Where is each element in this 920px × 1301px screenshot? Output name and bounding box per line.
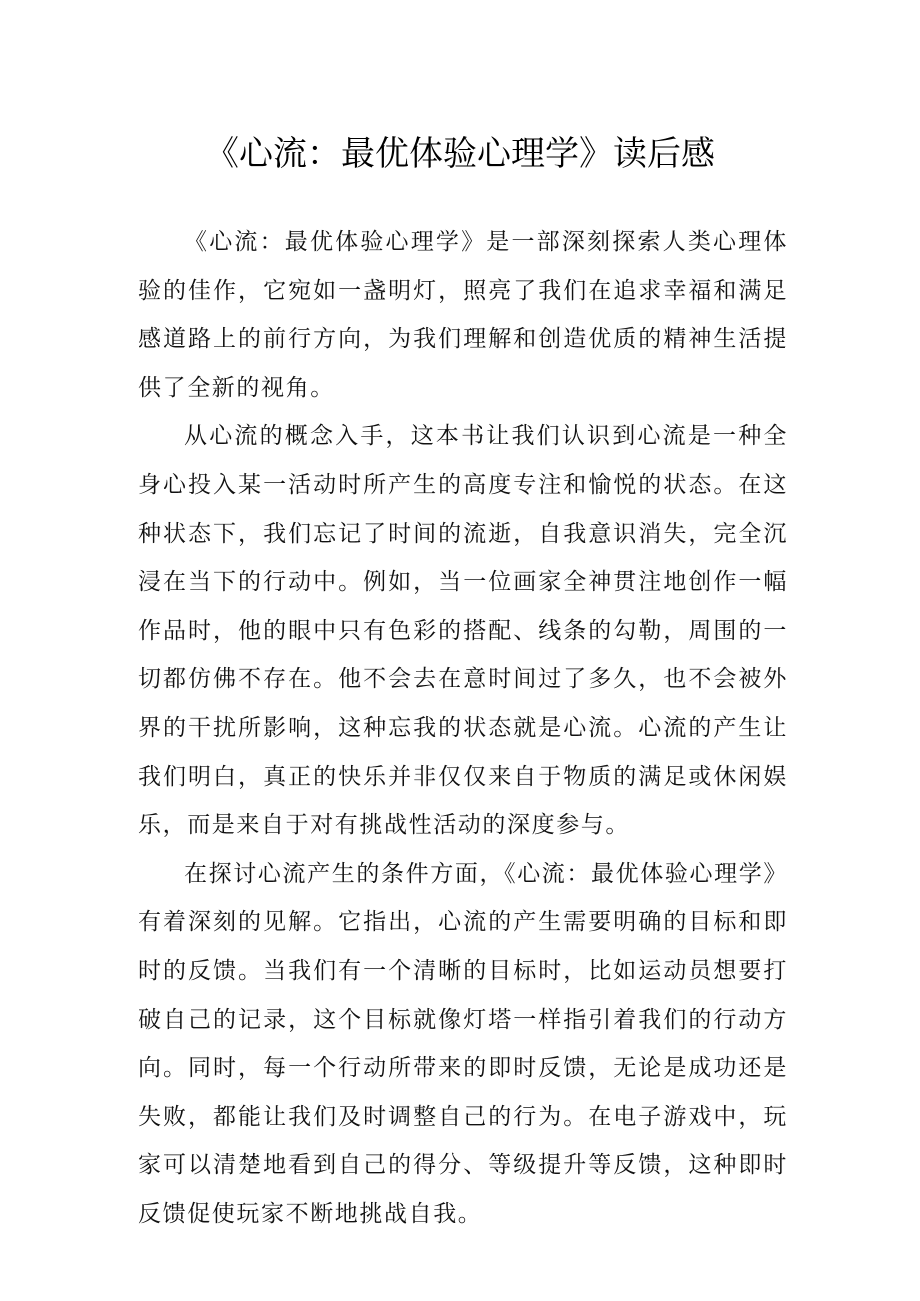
document-title: 《心流：最优体验心理学》读后感 bbox=[205, 134, 715, 174]
paragraph-flow-conditions: 在探讨心流产生的条件方面，《心流：最优体验心理学》有着深刻的见解。它指出，心流的产生需要明确的目标和即时的反馈。当我们有一个清晰的目标时，比如运动员想要打破自己的记录，这个目标就像灯塔一样指引着我们的行动方向。同时，每一个行动所带来的即时反馈，无论是成功还是失败，都能让我们及时调整自己的行为。在电子游戏中，玩家可以清楚地看到自己的得分、等级提升等反馈，这种即时反馈促使玩家不断地挑战自我。 bbox=[138, 860, 788, 1227]
paragraph-flow-concept: 从心流的概念入手，这本书让我们认识到心流是一种全身心投入某一活动时所产生的高度专注和愉悦的状态。在这种状态下，我们忘记了时间的流逝，自我意识消失，完全沉浸在当下的行动中。例如，当一位画家全神贯注地创作一幅作品时，他的眼中只有色彩的搭配、线条的勾勒，周围的一切都仿佛不存在。他不会去在意时间过了多久，也不会被外界的干扰所影响，这种忘我的状态就是心流。心流的产生让我们明白，真正的快乐并非仅仅来自于物质的满足或休闲娱乐，而是来自于对有挑战性活动的深度参与。 bbox=[138, 423, 788, 839]
document-body bbox=[138, 218, 788, 1238]
paragraph-intro: 《心流：最优体验心理学》是一部深刻探索人类心理体验的佳作，它宛如一盏明灯，照亮了我们在追求幸福和满足感道路上的前行方向，为我们理解和创造优质的精神生活提供了全新的视角。 bbox=[138, 229, 788, 401]
